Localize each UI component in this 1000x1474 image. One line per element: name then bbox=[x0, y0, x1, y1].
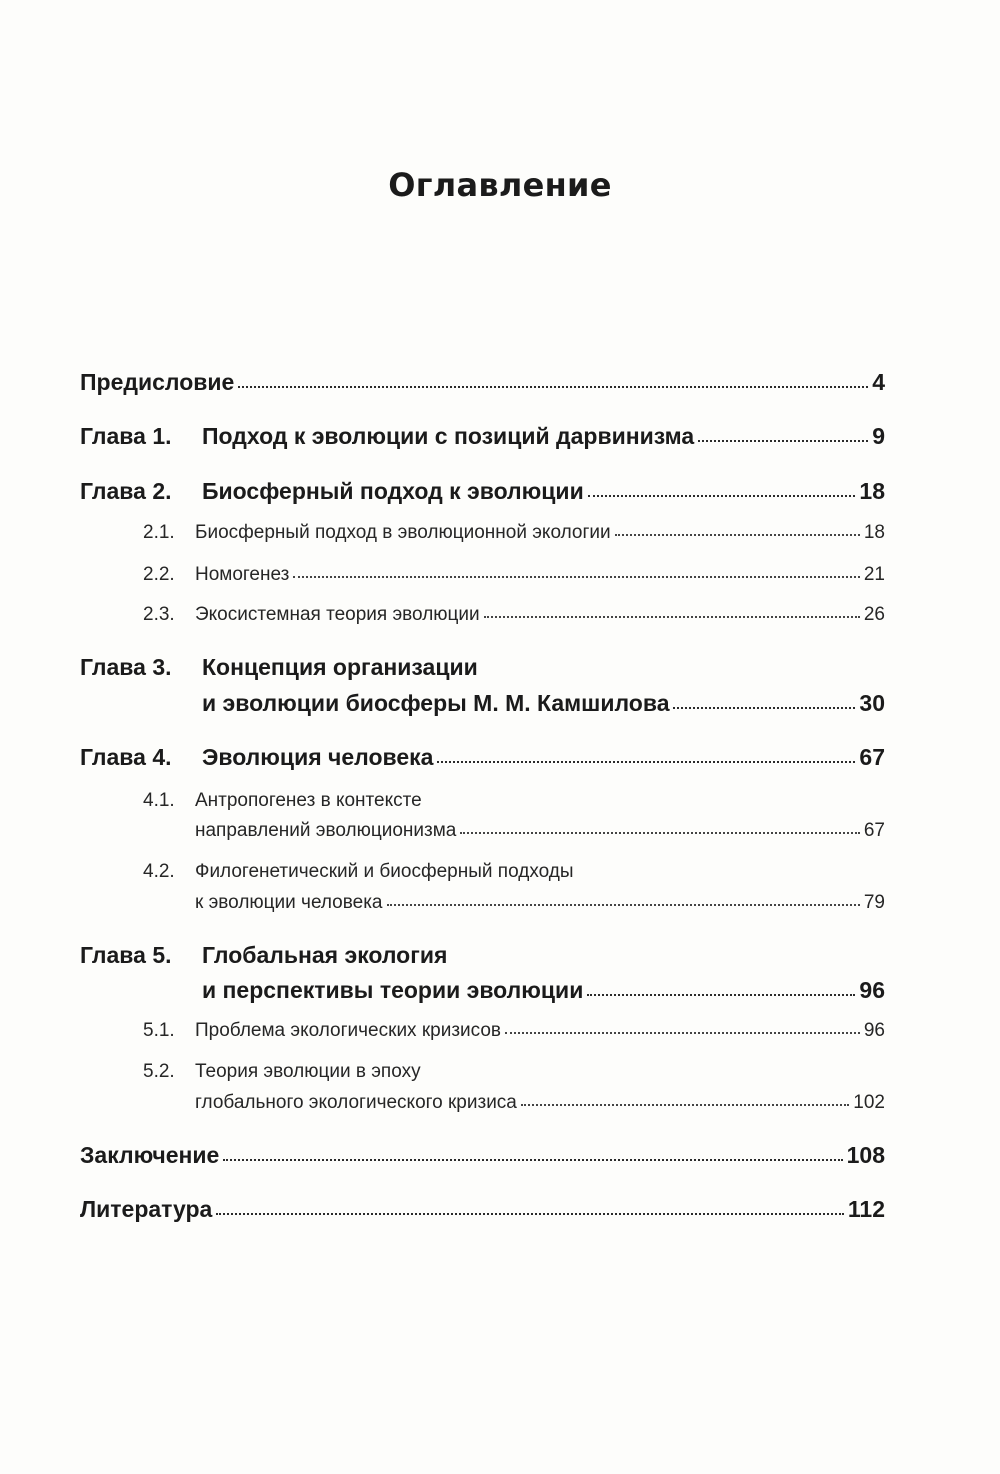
toc-entry-chapter-1[interactable] bbox=[80, 423, 885, 450]
toc-entry-title: Заключение bbox=[80, 1142, 220, 1168]
toc-entry-title: Биосферный подход в эволюционной экологии bbox=[195, 522, 611, 543]
toc-page-number: 21 bbox=[863, 564, 885, 585]
leader-dots bbox=[387, 904, 860, 906]
toc-entry-title-line1: Антропогенез в контексте bbox=[195, 790, 422, 811]
section-label: 4.1. bbox=[143, 790, 175, 811]
toc-entry-title: и перспективы теории эволюции bbox=[202, 977, 584, 1003]
leader-dots bbox=[484, 616, 860, 618]
toc-entry-chapter-2[interactable] bbox=[80, 478, 885, 505]
toc-entry-chapter-3-first-line bbox=[80, 654, 478, 681]
toc-entry-section-4-1-first-line bbox=[143, 790, 422, 812]
toc-entry-literature[interactable] bbox=[80, 1196, 885, 1223]
toc-entry-title: направлений эволюционизма bbox=[195, 820, 457, 841]
leader-dots bbox=[437, 761, 855, 763]
toc-entry-chapter-5-first-line bbox=[80, 942, 447, 969]
toc-page-number: 4 bbox=[872, 369, 885, 395]
chapter-label: Глава 3. bbox=[80, 654, 172, 680]
toc-page-number: 112 bbox=[847, 1196, 885, 1222]
toc-entry-section-2-1[interactable] bbox=[143, 522, 885, 544]
toc-entry-section-2-2[interactable] bbox=[143, 564, 885, 586]
leader-dots bbox=[238, 386, 868, 388]
toc-page-number: 96 bbox=[863, 1020, 885, 1041]
section-label: 5.1. bbox=[143, 1020, 175, 1041]
section-label: 2.3. bbox=[143, 604, 175, 625]
toc-page-number: 79 bbox=[863, 892, 885, 913]
toc-entry-preface[interactable] bbox=[80, 369, 885, 396]
toc-entry-title: глобального экологического кризиса bbox=[195, 1092, 517, 1113]
leader-dots bbox=[216, 1213, 844, 1215]
toc-entry-title-line1: Теория эволюции в эпоху bbox=[195, 1061, 421, 1082]
section-label: 5.2. bbox=[143, 1061, 175, 1082]
leader-dots bbox=[293, 576, 860, 578]
toc-entry-section-5-2-first-line bbox=[143, 1061, 421, 1083]
chapter-label: Глава 2. bbox=[80, 478, 172, 504]
leader-dots bbox=[587, 994, 855, 996]
toc-entry-title: Биосферный подход к эволюции bbox=[202, 478, 584, 504]
leader-dots bbox=[588, 495, 856, 497]
toc-entry-section-4-2[interactable] bbox=[195, 892, 885, 914]
leader-dots bbox=[460, 832, 859, 834]
toc-page-number: 67 bbox=[863, 820, 885, 841]
toc-entry-title: Предисловие bbox=[80, 369, 235, 395]
leader-dots bbox=[505, 1032, 860, 1034]
toc-entry-title: Подход к эволюции с позиций дарвинизма bbox=[202, 423, 695, 449]
toc-entry-title: Проблема экологических кризисов bbox=[195, 1020, 502, 1041]
toc-entry-section-4-1[interactable] bbox=[195, 820, 885, 842]
toc-entry-title-line1: Глобальная экология bbox=[202, 942, 448, 968]
toc-entry-section-4-2-first-line bbox=[143, 861, 574, 883]
toc-entry-conclusion[interactable] bbox=[80, 1142, 885, 1169]
toc-page-number: 30 bbox=[859, 690, 885, 716]
toc-entry-title: и эволюции биосферы М. М. Камшилова bbox=[202, 690, 670, 716]
toc-page-number: 96 bbox=[859, 977, 885, 1003]
chapter-label: Глава 4. bbox=[80, 744, 172, 770]
leader-dots bbox=[615, 534, 860, 536]
section-label: 2.1. bbox=[143, 522, 175, 543]
toc-page-number: 67 bbox=[859, 744, 885, 770]
toc-page-number: 108 bbox=[846, 1142, 885, 1168]
leader-dots bbox=[698, 440, 868, 442]
chapter-label: Глава 1. bbox=[80, 423, 172, 449]
leader-dots bbox=[673, 707, 855, 709]
toc-entry-title: к эволюции человека bbox=[195, 892, 383, 913]
leader-dots bbox=[223, 1159, 842, 1161]
toc-entry-chapter-3[interactable] bbox=[202, 690, 885, 717]
leader-dots bbox=[521, 1104, 849, 1106]
toc-entry-title-line1: Концепция организации bbox=[202, 654, 478, 680]
toc-page-number: 102 bbox=[853, 1092, 885, 1113]
toc-entry-title-line1: Филогенетический и биосферный подходы bbox=[195, 861, 574, 882]
section-label: 4.2. bbox=[143, 861, 175, 882]
toc-page-number: 18 bbox=[859, 478, 885, 504]
toc-entry-title: Эволюция человека bbox=[202, 744, 434, 770]
toc-entry-chapter-4[interactable] bbox=[80, 744, 885, 771]
toc-entry-title: Номогенез bbox=[195, 564, 290, 585]
chapter-label: Глава 5. bbox=[80, 942, 172, 968]
toc-entry-title: Экосистемная теория эволюции bbox=[195, 604, 480, 625]
toc-page-number: 26 bbox=[863, 604, 885, 625]
toc-entry-section-2-3[interactable] bbox=[143, 604, 885, 626]
toc-entry-section-5-1[interactable] bbox=[143, 1020, 885, 1042]
page-title: Оглавление bbox=[388, 166, 612, 204]
toc-page-number: 18 bbox=[863, 522, 885, 543]
section-label: 2.2. bbox=[143, 564, 175, 585]
toc-page-number: 9 bbox=[872, 423, 885, 449]
toc-entry-chapter-5[interactable] bbox=[202, 977, 885, 1004]
toc-entry-section-5-2[interactable] bbox=[195, 1092, 885, 1114]
toc-entry-title: Литература bbox=[80, 1196, 213, 1222]
